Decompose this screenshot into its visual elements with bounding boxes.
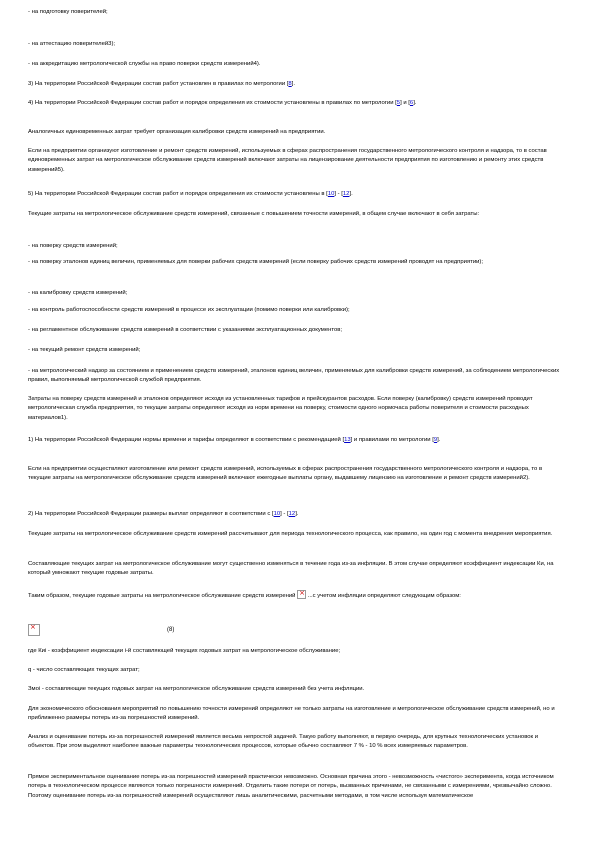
paragraph-text: ]. xyxy=(437,437,441,443)
paragraph-text: 3) На территории Российской Федерации состав работ установлен в правилах по метрологии [ xyxy=(28,81,289,87)
paragraph-text: - на контроль работоспособности средств измерений в процессе их эксплуатации (помимо поверки или калибровки); xyxy=(28,307,350,313)
paragraph xyxy=(28,624,563,638)
formula-number: (8) xyxy=(167,627,175,633)
paragraph-text: 2) На территории Российской Федерации размеры выплат определяют в соответствии с [ xyxy=(28,511,274,517)
paragraph xyxy=(28,773,563,801)
paragraph xyxy=(28,8,563,17)
paragraph-text: ...с учетом инфляции определяют следующим образом: xyxy=(306,593,461,599)
paragraph-text: - на поверку средств измерений; xyxy=(28,243,118,249)
paragraph xyxy=(28,510,563,519)
paragraph xyxy=(28,306,563,315)
paragraph-text: - на подготовку поверителей; xyxy=(28,9,108,15)
paragraph xyxy=(28,395,563,423)
paragraph xyxy=(28,80,563,89)
paragraph xyxy=(28,190,563,199)
paragraph xyxy=(28,436,563,445)
paragraph-text: Затраты на поверку средств измерений и эталонов определяют исходя из установленных тарифов и прейскурантов расходов. Если поверку (калибровку) средств измерений проводит метрологическая служба предприятия, то текущие затраты определяют исходя из норм времени на поверку, стоимости одного нормочаса работы поверителя и стоимости расходных материалов1). xyxy=(28,396,533,421)
paragraph xyxy=(28,685,563,694)
reference-link[interactable]: 8 xyxy=(288,81,292,87)
reference-link[interactable]: 12 xyxy=(288,511,296,517)
reference-link[interactable]: 10 xyxy=(273,511,281,517)
paragraph xyxy=(28,60,563,69)
reference-link[interactable]: 10 xyxy=(327,191,335,197)
paragraph-text: ] - [ xyxy=(280,511,289,517)
paragraph-text: ] и правилами по метрологии [ xyxy=(350,437,434,443)
paragraph-text: ]. xyxy=(295,511,299,517)
paragraph xyxy=(28,40,563,49)
paragraph xyxy=(28,210,563,219)
paragraph xyxy=(28,289,563,298)
paragraph xyxy=(28,367,563,386)
paragraph-text: Если на предприятии организуют изготовление и ремонт средств измерений, используемых в сферах распространения государственного метрологического контроля и надзора, то в состав единовременных затрат на метрологическое обслуживание средств измерений включают затраты на лицензирование деятельности предприятия по изготовлению и ремонту этих средств измерений5). xyxy=(28,148,547,173)
paragraph-text: ]. xyxy=(413,100,417,106)
paragraph xyxy=(28,733,563,752)
paragraph xyxy=(28,647,563,656)
paragraph xyxy=(28,147,563,175)
paragraph-text: Для экономического обоснования мероприятий по повышению точности измерений определяют не только затраты на изготовление и метрологическое обслуживание средств измерений, но и приближенно размеры потерь из-за погрешностей измерений. xyxy=(28,706,555,722)
paragraph-text: Если на предприятии осуществляют изготовление или ремонт средств измерений, используемых в сферах распространения государственного метрологического контроля и надзора, то в текущие затраты на метрологическое обслуживание средств измерений включают ежегодные выплаты органу, выдавшему лицензию на изготовление и ремонт средств измерений2). xyxy=(28,466,543,482)
paragraph-text: Аналогичных единовременных затрат требует организация калибровки средств измерений на предприятии. xyxy=(28,129,326,135)
paragraph xyxy=(28,666,563,675)
paragraph xyxy=(28,560,563,579)
paragraph-text: 4) На территории Российской Федерации состав работ и порядок определения их стоимости установлены в правилах по метрологии [ xyxy=(28,100,397,106)
reference-link[interactable]: 13 xyxy=(344,437,351,443)
reference-link[interactable]: 12 xyxy=(342,191,350,197)
paragraph-text: Прямое экспериментальное оценивание потерь из-за погрешностей измерений практически невозможно. Основная причина этого - невозможность «чистого» эксперимента, когда источником потерь в технологическом процессе являются только погрешности измерений. Отделить такие потери от потерь, вызванных причинами, не связанными с измерениями, чрезвычайно сложно. Поэтому оценивание потерь из-за погрешностей измерений осуществляют лишь аналитическими, расчетными методами, в том числе используя математическое xyxy=(28,774,554,799)
paragraph-text: Анализ и оценивание потерь из-за погрешностей измерений является весьма непростой задачей. Такую работу выполняют, в первую очередь, для крупных технологических установок и объектов. При этом выделяют наиболее важные параметры технологических процессов, которые обычно составляют 7 % - 10 % всех измеряемых параметров. xyxy=(28,734,539,750)
paragraph-text: Составляющие текущих затрат на метрологическое обслуживание могут существенно изменяться в течение года из-за инфляции. В этом случае определяют коэффициент индексации Ки, на который умножают текущие годовые затраты. xyxy=(28,561,554,577)
paragraph-text: 5) На территории Российской Федерации состав работ и порядок определения их стоимости установлены в [ xyxy=(28,191,328,197)
paragraph-text: ]. xyxy=(349,191,353,197)
paragraph-text: ] - [ xyxy=(334,191,343,197)
paragraph-text: - на текущий ремонт средств измерений; xyxy=(28,347,141,353)
reference-link[interactable]: 5 xyxy=(396,100,401,106)
paragraph xyxy=(28,346,563,355)
paragraph xyxy=(28,590,563,601)
paragraph xyxy=(28,326,563,335)
paragraph-text: - на метрологический надзор за состоянием и применением средств измерений, эталонов единиц величин, применяемых для калибровки средств измерений, за соблюдением метрологических правил, выполняемый метрологической службой предприятия. xyxy=(28,368,560,384)
paragraph-text: - на регламентное обслуживание средств измерений в соответствии с указаниями эксплуатационных документов; xyxy=(28,327,343,333)
paragraph xyxy=(28,258,563,267)
paragraph-text: ]. xyxy=(291,81,295,87)
paragraph-text: - на поверку эталонов единиц величин, применяемых для поверки рабочих средств измерений (если поверку рабочих средств измерений проводят на предприятии); xyxy=(28,259,484,265)
paragraph-text: ] и [ xyxy=(400,100,410,106)
paragraph-text: Текущие затраты на метрологическое обслуживание средств измерений рассчитывают для периода технологического процесса, как правило, на один год с момента внедрения мероприятия. xyxy=(28,531,553,537)
paragraph xyxy=(28,242,563,251)
paragraph xyxy=(28,530,563,539)
reference-link[interactable]: 6 xyxy=(409,100,414,106)
paragraph-text: - на аккредитацию метрологической службы на право поверки средств измерений4). xyxy=(28,61,261,67)
paragraph-text: Змоi - составляющие текущих годовых затрат на метрологическое обслуживание средств измерений без учета инфляции. xyxy=(28,686,365,692)
paragraph-text: - на аттестацию поверителей3); xyxy=(28,41,116,47)
paragraph-text: 1) На территории Российской Федерации нормы времени и тарифы определяют в соответствии с рекомендацией [ xyxy=(28,437,345,443)
paragraph xyxy=(28,99,563,108)
inline-formula-image-icon xyxy=(297,590,306,599)
reference-link[interactable]: 9 xyxy=(433,437,438,443)
paragraph xyxy=(28,705,563,724)
paragraph xyxy=(28,128,563,137)
paragraph-text: Таким образом, текущие годовые затраты на метрологическое обслуживание средств измерений xyxy=(28,593,298,599)
paragraph-text: q - число составляющих текущих затрат; xyxy=(28,667,140,673)
paragraph xyxy=(28,465,563,484)
paragraph-text: Текущие затраты на метрологическое обслуживание средств измерений, связанные с повышением точности измерений, в общем случае включают в себя затраты: xyxy=(28,211,480,217)
paragraph-text: где Киi - коэффициент индексации i-й составляющей текущих годовых затрат на метрологическое обслуживание; xyxy=(28,648,341,654)
formula-image-icon xyxy=(28,624,40,636)
paragraph-text: - на калибровку средств измерений; xyxy=(28,290,128,296)
